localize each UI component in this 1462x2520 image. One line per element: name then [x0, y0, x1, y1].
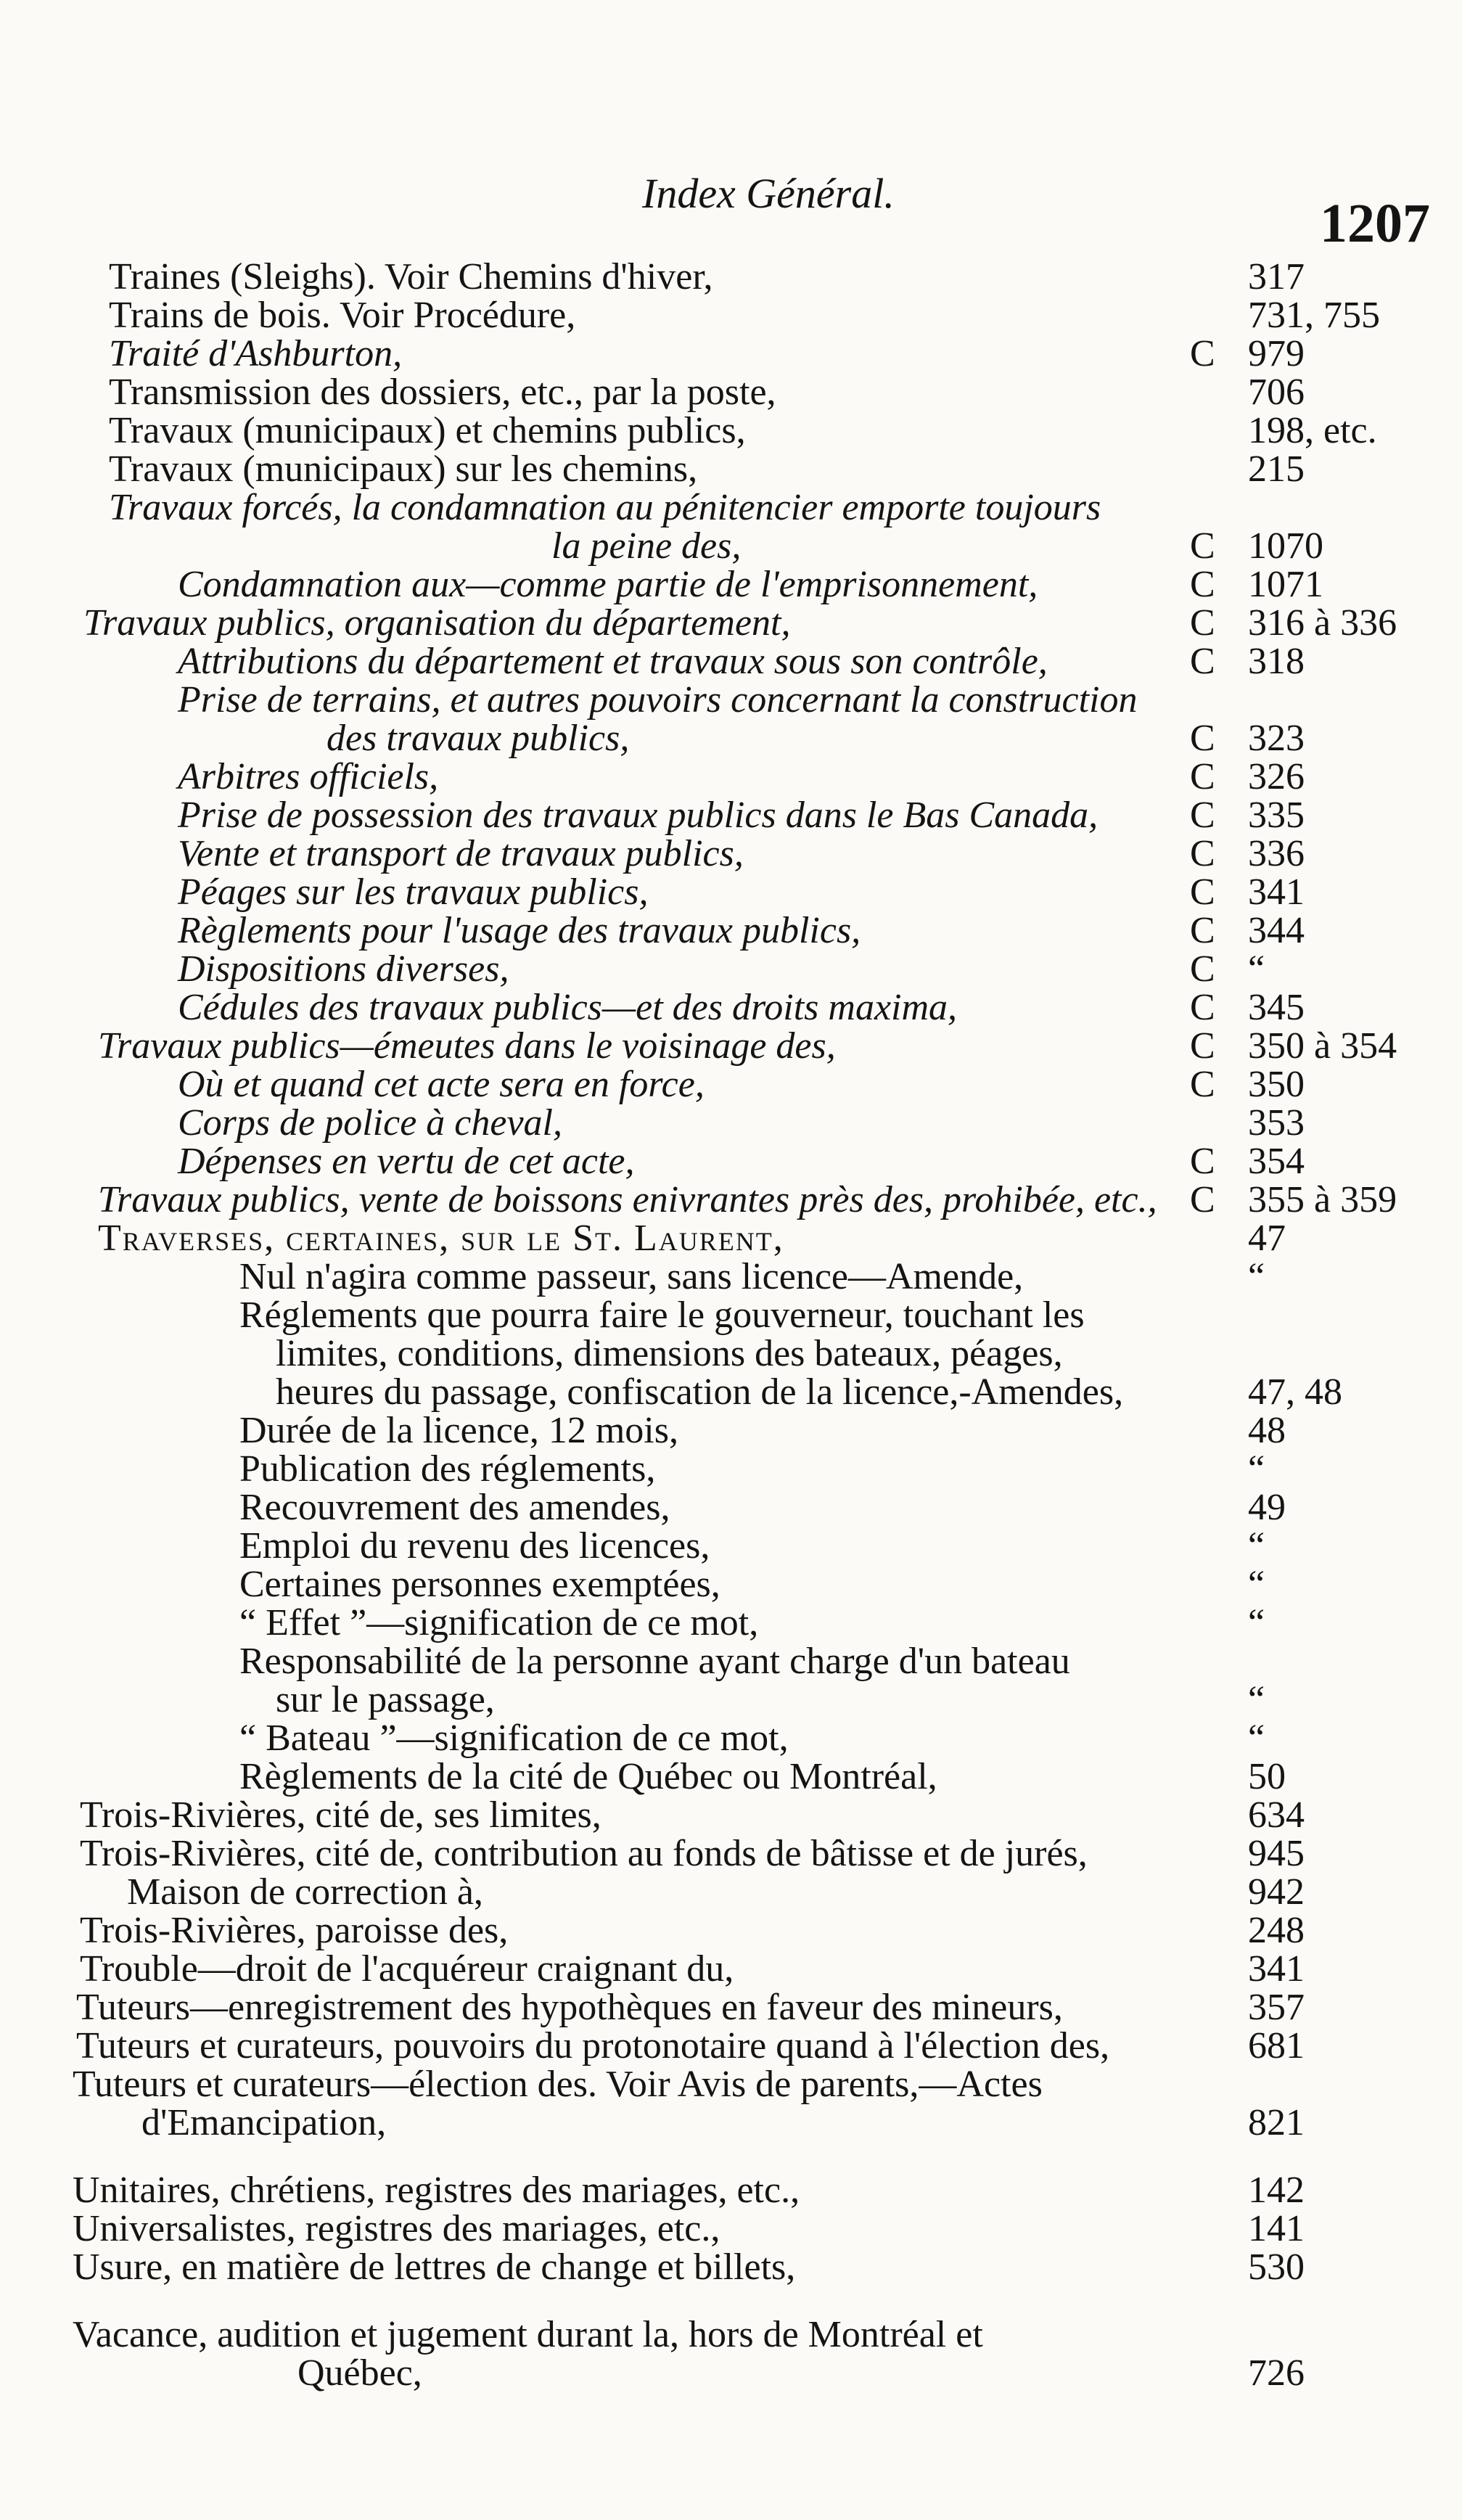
index-entry: Travaux publics—émeutes dans le voisinage des, C 350 à 354: [98, 1025, 1397, 1067]
index-entry: Péages sur les travaux publics, C 341: [178, 871, 1305, 913]
page-number: 1207: [1320, 193, 1430, 254]
index-entry: Tuteurs et curateurs, pouvoirs du protonotaire quand à l'élection des, 681: [76, 2025, 1305, 2067]
index-entry: Publication des réglements, “: [239, 1448, 1265, 1490]
index-entry: Prise de possession des travaux publics dans le Bas Canada, C 335: [178, 795, 1305, 836]
index-entry: Transmission des dossiers, etc., par la poste, 706: [109, 372, 1305, 413]
index-entry: Prise de terrains, et autres pouvoirs concernant la construction: [178, 679, 1138, 721]
index-entry: Universalistes, registres des mariages, etc., 141: [73, 2208, 1305, 2249]
section-gap: [0, 2286, 1462, 2315]
index-entry: des travaux publics, C 323: [327, 718, 1305, 759]
index-entry: Arbitres officiels, C 326: [178, 756, 1305, 797]
running-head: Index Général.: [642, 170, 895, 217]
index-entry: Responsabilité de la personne ayant charge d'un bateau: [239, 1641, 1070, 1682]
index-entry: “ Effet ”—signification de ce mot, “: [239, 1602, 1265, 1643]
index-entry: Trouble—droit de l'acquéreur craignant du, 341: [80, 1948, 1305, 1990]
index-entry: Où et quand cet acte sera en force, C 350: [178, 1064, 1305, 1105]
index-entry: Travaux publics, organisation du département, C 316 à 336: [83, 602, 1397, 644]
index-entry: Règlements pour l'usage des travaux publics, C 344: [178, 910, 1305, 951]
index-entry: la peine des, C 1070: [551, 525, 1323, 567]
index-entry: limites, conditions, dimensions des bateaux, péages,: [276, 1333, 1063, 1374]
index-entry: Travaux publics, vente de boissons enivrantes près des, prohibée, etc., C 355 à 359: [98, 1179, 1397, 1220]
index-entry: “ Bateau ”—signification de ce mot, “: [239, 1717, 1265, 1759]
index-entry: Condamnation aux—comme partie de l'emprisonnement, C 1071: [178, 564, 1323, 605]
index-entry: heures du passage, confiscation de la licence,-Amendes, 47, 48: [276, 1371, 1342, 1413]
index-entry: Durée de la licence, 12 mois, 48: [239, 1410, 1286, 1451]
index-entry: Vacance, audition et jugement durant la, hors de Montréal et: [73, 2314, 983, 2355]
index-entry: Règlements de la cité de Québec ou Montréal, 50: [239, 1756, 1286, 1797]
index-entry: Traines (Sleighs). Voir Chemins d'hiver, 317: [109, 256, 1305, 297]
index-entry: Vente et transport de travaux publics, C 336: [178, 833, 1305, 874]
index-entry: Nul n'agira comme passeur, sans licence—Amende, “: [239, 1256, 1265, 1297]
index-entry: Trois-Rivières, cité de, ses limites, 634: [80, 1794, 1305, 1836]
index-entry: sur le passage, “: [276, 1679, 1265, 1720]
index-entry: Certaines personnes exemptées, “: [239, 1564, 1265, 1605]
index-entry: Travaux (municipaux) et chemins publics, 198, etc.: [109, 410, 1377, 451]
index-entry: Trains de bois. Voir Procédure, 731, 755: [109, 295, 1380, 336]
index-entry: Traverses, certaines, sur le St. Laurent, 47: [98, 1218, 1286, 1259]
page-header: [0, 163, 1462, 254]
index-entry: Unitaires, chrétiens, registres des mariages, etc., 142: [73, 2170, 1305, 2211]
index-entry: Réglements que pourra faire le gouverneur, touchant les: [239, 1294, 1085, 1336]
index-entry: Trois-Rivières, paroisse des, 248: [80, 1910, 1305, 1951]
index-entry: Trois-Rivières, cité de, contribution au fonds de bâtisse et de jurés, 945: [80, 1833, 1305, 1874]
index-entry: Dispositions diverses, C “: [178, 948, 1265, 990]
index-entry: Emploi du revenu des licences, “: [239, 1525, 1265, 1567]
section-gap: [0, 2142, 1462, 2171]
index-entry: Québec, 726: [297, 2352, 1305, 2394]
index-entry: d'Emancipation, 821: [141, 2102, 1305, 2143]
index-entry: Corps de police à cheval, 353: [178, 1102, 1305, 1144]
index-entry: Travaux (municipaux) sur les chemins, 215: [109, 448, 1305, 490]
index-entry: Usure, en matière de lettres de change et billets, 530: [73, 2246, 1305, 2288]
index-entry: Tuteurs—enregistrement des hypothèques en faveur des mineurs, 357: [76, 1987, 1305, 2028]
index-entry: Dépenses en vertu de cet acte, C 354: [178, 1141, 1305, 1182]
index-entry: Attributions du département et travaux sous son contrôle, C 318: [178, 641, 1305, 682]
index-entry: Cédules des travaux publics—et des droits maxima, C 345: [178, 987, 1305, 1028]
index-entries: [0, 258, 1462, 2392]
index-entry: Tuteurs et curateurs—élection des. Voir Avis de parents,—Actes: [73, 2064, 1043, 2105]
index-entry: Travaux forcés, la condamnation au pénitencier emporte toujours: [109, 487, 1101, 528]
index-entry: Maison de correction à, 942: [127, 1871, 1305, 1913]
index-entry: Recouvrement des amendes, 49: [239, 1487, 1286, 1528]
index-entry: Traité d'Ashburton, C 979: [109, 333, 1305, 374]
